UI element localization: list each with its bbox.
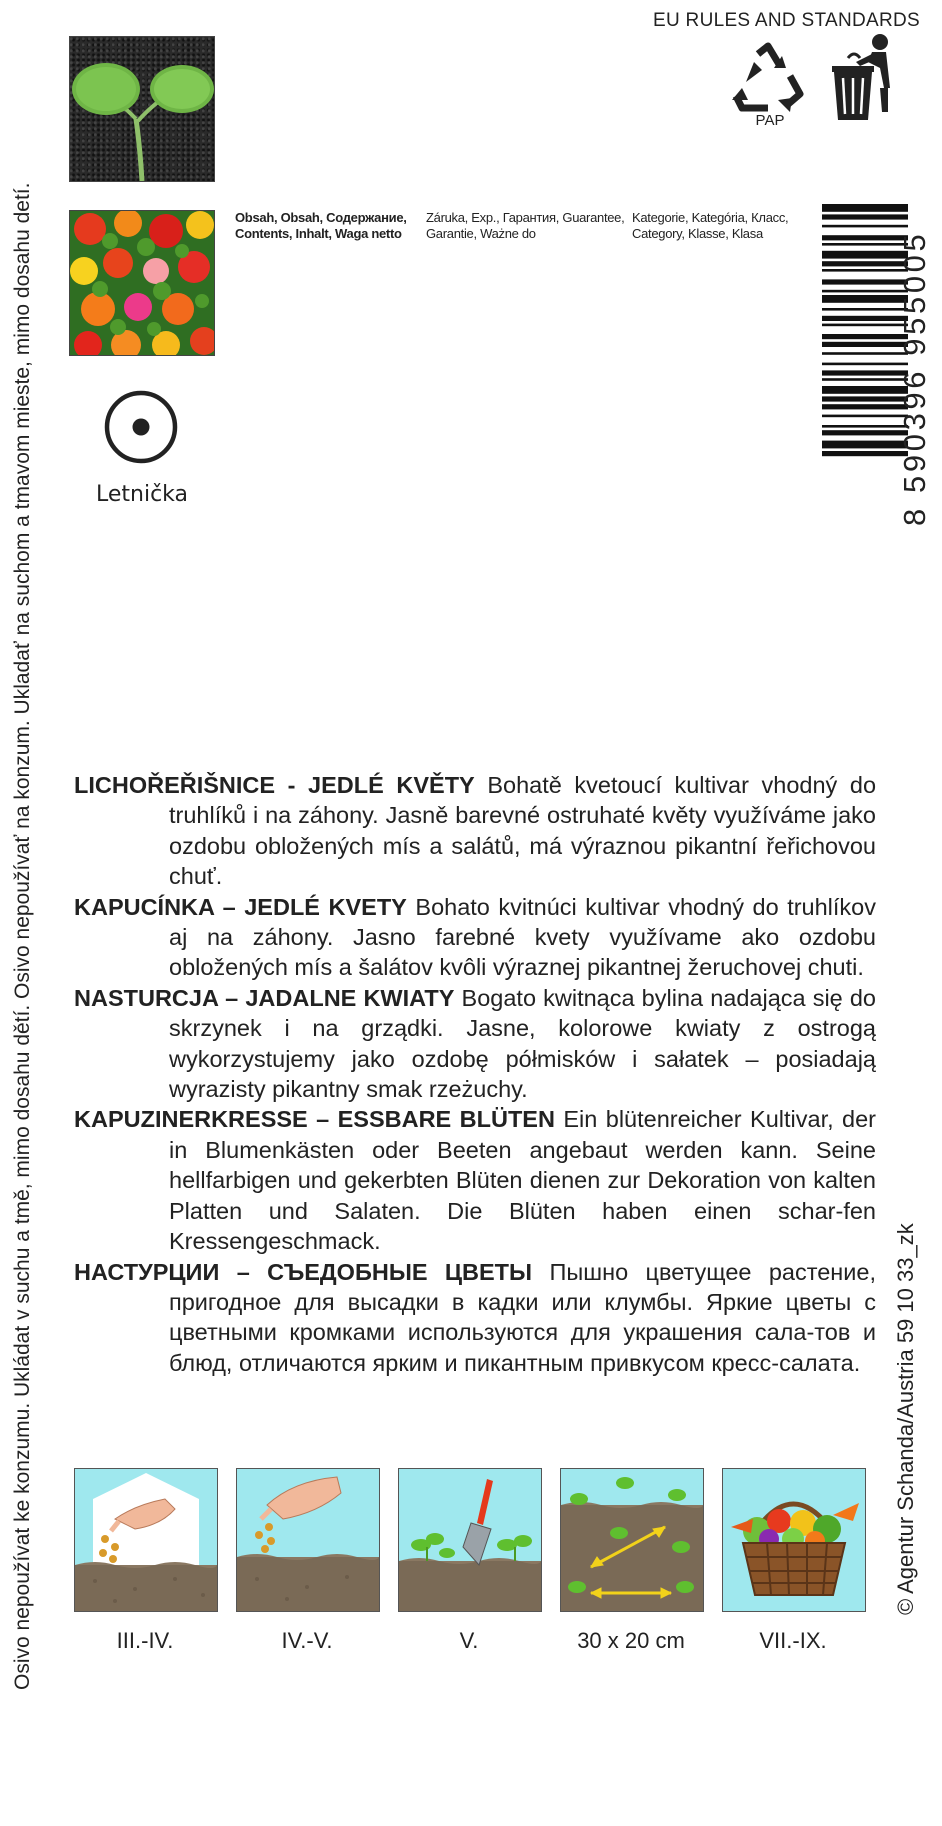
annual-plant-symbol-icon: [104, 390, 178, 464]
step-label: VII.-IX.: [759, 1628, 827, 1653]
description-sk: [74, 892, 876, 983]
step-label: IV.-V.: [281, 1628, 333, 1653]
copyright-text: © Agentur Schanda/Austria 59 10 33_zk: [893, 1223, 918, 1615]
contents-label: Obsah, Obsah, Содержание, Contents, Inhalt, Waga netto: [235, 210, 407, 241]
description-text: Ein blütenreicher Kultivar, der in Blumenkästen oder Beeten angebaut werden kann. Seine hellfarbigen und gekerbten Blüten dienen zur Dekoration von kalten Platten und Salaten. Die Blüten haben einen schar-fen Kressengeschmack.: [169, 1106, 877, 1255]
description-text: Bohatě kvetoucí kultivar vhodný do truhlíků i na záhony. Jasně barevné ostruhaté květy využíváme jako ozdobu obložených mís a salátů, má výraznou pikantní řeřichovou chuť.: [169, 772, 877, 890]
step-label: III.-IV.: [116, 1628, 174, 1653]
description-title: НАСТУРЦИИ – СЪЕДОБНЫЕ ЦВЕТЫ: [74, 1258, 533, 1285]
description-text: Bohato kvitnúci kultivar vhodný do truhlíkov aj na záhony. Jasno farebné kvety využívame ako ozdobu obložených mís a šalátov kvôli výraznej pikantnej žeruchovej chuti.: [169, 893, 877, 981]
description-ru: [74, 1257, 876, 1379]
annual-label: Letnička: [95, 482, 189, 507]
product-descriptions: [74, 770, 876, 1378]
spacing-icon: [560, 1468, 704, 1612]
sowing-indoors-icon: [74, 1468, 218, 1612]
category-label: Kategorie, Kategória, Класс, Category, Klasse, Klasa: [632, 210, 789, 241]
guarantee-label: Záruka, Exp., Гарантия, Guarantee, Garantie, Ważne do: [426, 210, 625, 241]
pap-label: PAP: [755, 112, 785, 129]
description-text: Bogato kwitnąca bylina nadająca się do skrzynek i na grządki. Jasne, kolorowe kwiaty z ostrogą wykorzystujemy jako ozdobę półmisków i sałatek – posiadają wyrazisty pikantny smak rzeżuchy.: [169, 984, 876, 1103]
sowing-outdoors-icon: [236, 1468, 380, 1612]
description-title: LICHOŘEŘIŠNICE - JEDLÉ KVĚTY: [74, 772, 475, 798]
description-text: Пышно цветущее растение, пригодное для высадки в кадки или клумбы. Яркие цветы с цветными кромками используются для украшения сала-тов и блюд, отличаются ярким и пикантным привкусом кресс-салата.: [169, 1258, 877, 1376]
description-title: NASTURCJA – JADALNE KWIATY: [74, 984, 455, 1011]
harvest-basket-icon: [722, 1468, 866, 1612]
description-pl: [74, 983, 876, 1105]
barcode-digits: 8 590396 955005: [897, 230, 932, 526]
tidy-man-icon: [828, 32, 900, 124]
storage-instructions: [0, 0, 64, 1700]
description-title: KAPUZINERKRESSE – ESSBARE BLÜTEN: [74, 1106, 555, 1133]
description-cz: [74, 770, 876, 892]
description-de: [74, 1104, 876, 1256]
barcode: [822, 204, 908, 506]
copyright: [880, 1100, 940, 1620]
eu-rules-title: EU RULES AND STANDARDS: [652, 10, 920, 31]
storage-text: Osivo nepoužívat ke konzumu. Ukládat v suchu a tmě, mimo dosahu dětí. Osivo nepoužívať na konzum. Ukladať na suchom a tmavom mieste, mimo dosahu detí.: [11, 182, 34, 1690]
step-label: V.: [459, 1628, 479, 1653]
description-title: KAPUCÍNKA – JEDLÉ KVETY: [74, 893, 407, 920]
step-label: 30 x 20 cm: [577, 1628, 685, 1653]
planting-trowel-icon: [398, 1468, 542, 1612]
flowers-photo: [69, 210, 215, 356]
seedling-photo: [69, 36, 215, 182]
